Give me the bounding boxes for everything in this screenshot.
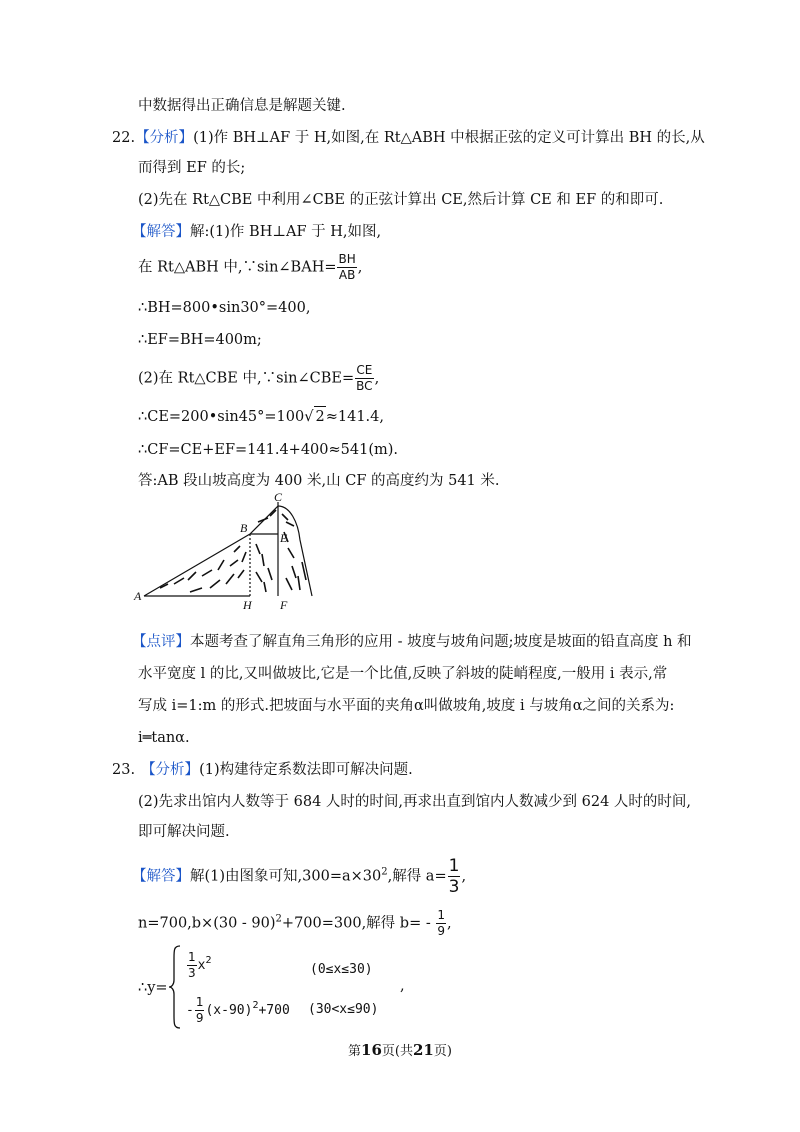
fraction-denominator: 3 [188,966,196,980]
piecewise-comma: , [400,978,405,994]
answer-text: , [461,868,467,885]
text-line: 中数据得出正确信息是解题关键. [138,98,346,114]
equation-text: +700=300,解得 b= - [281,915,436,932]
piecewise-label: ∴y= [138,980,168,996]
equation-text: , [357,259,363,276]
slope-line-ab [144,534,250,596]
answer-text: ,解得 a= [387,868,447,885]
conclusion-line: 答:AB 段山坡高度为 400 米,山 CF 的高度约为 541 米. [138,473,500,489]
equation-text: , [446,915,452,932]
comment-tag: 【点评】 [132,634,190,650]
fraction-numerator: 1 [195,995,204,1009]
answer-text: 解:(1)作 BH⊥AF 于 H,如图, [190,224,382,240]
fraction-denominator: 9 [195,1011,204,1025]
fraction-denominator: AB [338,268,356,282]
answer-line [132,222,381,242]
fraction [448,856,461,897]
left-brace [168,944,182,1030]
label-h: H [243,598,252,612]
piecewise-condition-1: (0≤x≤30) [310,962,373,977]
analysis-text: (1)作 BH⊥AF 于 H,如图,在 Rt△ABH 中根据正弦的定义可计算出 BH 的长,从 [193,130,705,146]
answer-tag: 【解答】 [132,868,190,885]
page-number: 16 [361,1041,382,1059]
footer-text: 页(共 [381,1044,413,1059]
footer-text: 第 [348,1044,362,1059]
comment-text: 本题考查了解直角三角形的应用 - 坡度与坡角问题;坡度是坡面的铅直高度 h 和 [190,634,692,650]
fraction-numerator: CE [356,363,373,377]
fraction-numerator: 1 [437,908,445,922]
sign: - [186,1003,194,1018]
case-expression: x [197,958,206,973]
footer-text: 页) [433,1044,452,1059]
text-line: (2)先求出馆内人数等于 684 人时的时间,再求出直到馆内人数减少到 624 人时的时间, [138,794,692,810]
fraction [355,363,373,394]
page-footer [0,1040,800,1059]
label-e: E [280,531,288,545]
analysis-tag: 【分析】 [135,130,194,146]
equation-line: ∴BH=800•sin30°=400, [138,300,311,316]
comment-line [132,632,692,652]
mountain-outline [278,506,312,596]
answer-text: 解(1)由图象可知,300=a×30 [190,868,382,885]
equation-text: n=700,b×(30 - 90) [138,915,276,932]
equation-text: ≈141.4, [325,409,384,425]
piecewise-case-1 [186,950,212,981]
question-number: 22. [112,130,136,146]
equation-line [138,908,452,939]
question-22-analysis [112,128,705,148]
text-line: 而得到 EF 的长; [138,160,246,176]
text-line: 写成 i=1:m 的形式.把坡面与水平面的夹角α叫做坡角,坡度 i 与坡角α之间的关系为: [138,698,675,714]
answer-tag: 【解答】 [132,224,190,240]
fraction [436,908,446,939]
text-line: (2)先在 Rt△CBE 中利用∠CBE 的正弦计算出 CE,然后计算 CE 和 EF 的和即可. [138,192,664,208]
equation-line: ∴CF=CE+EF=141.4+400≈541(m). [138,442,398,458]
case-expression: (x-90) [205,1003,253,1018]
text-line: 即可解决问题. [138,824,230,840]
answer-line [132,856,466,897]
fraction-denominator: BC [356,379,373,393]
question-23-analysis [112,760,413,780]
exponent: 2 [205,955,212,966]
equation-text: ∴CE=200•sin45°=100 [138,409,305,425]
mountain-figure [130,492,330,612]
question-number: 23. [112,762,136,778]
case-expression: +700 [258,1003,290,1018]
sqrt-symbol: √ [304,409,314,425]
fraction [187,950,197,981]
label-c: C [274,492,283,504]
equation-line: ∴EF=BH=400m; [138,332,262,348]
fraction-numerator: 1 [188,950,196,964]
fraction [337,252,356,283]
text-line: i═tanα. [138,730,190,746]
fraction [195,995,205,1026]
equation-line [138,252,362,283]
label-f: F [280,598,288,612]
analysis-text: (1)构建待定系数法即可解决问题. [199,762,413,778]
equation-line [138,363,379,394]
fraction-numerator: BH [338,252,356,266]
piecewise-case-2 [186,995,290,1026]
exponent: 2 [381,866,388,878]
fraction-denominator: 9 [437,924,445,938]
exponent: 2 [252,1000,259,1011]
analysis-tag: 【分析】 [141,762,200,778]
label-b: B [240,521,248,535]
equation-line [138,406,384,427]
mountain-hatching [160,510,306,592]
piecewise-condition-2: (30<x≤90) [308,1002,379,1017]
text-line: 水平宽度 l 的比,又叫做坡比,它是一个比值,反映了斜坡的陡峭程度,一般用 i 表示,常 [138,666,668,682]
label-a: A [134,589,142,603]
fraction-denominator: 3 [448,877,460,897]
equation-text: , [374,370,380,387]
exponent: 2 [275,913,282,925]
fraction-numerator: 1 [448,856,460,876]
sqrt-radicand: 2 [314,406,325,427]
equation-text: (2)在 Rt△CBE 中,∵sin∠CBE= [138,370,355,387]
total-pages: 21 [413,1041,434,1059]
equation-text: 在 Rt△ABH 中,∵sin∠BAH= [138,259,337,276]
